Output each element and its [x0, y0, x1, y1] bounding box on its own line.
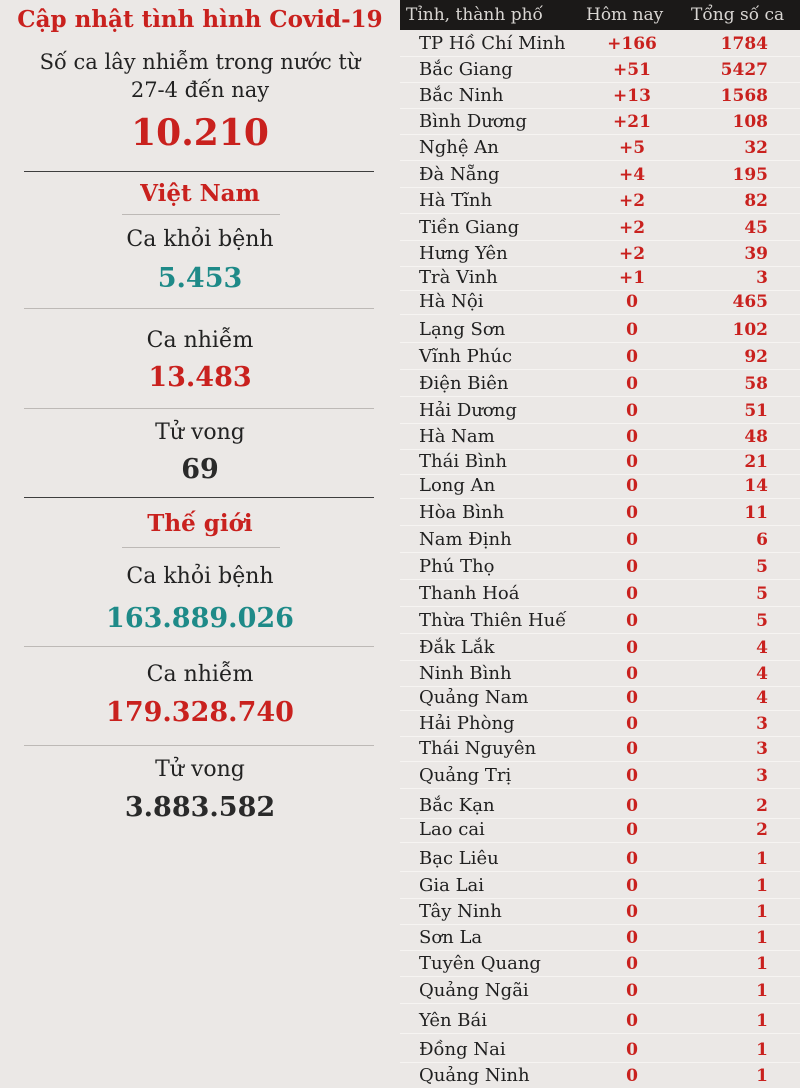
province-name: Hưng Yên — [419, 243, 508, 264]
today-cases: +13 — [613, 86, 651, 106]
today-cases: 0 — [626, 347, 638, 367]
total-cases: 6 — [756, 530, 768, 550]
column-header-province: Tỉnh, thành phố — [406, 5, 543, 25]
total-cases: 14 — [744, 476, 768, 496]
today-cases: 0 — [626, 427, 638, 447]
province-name: TP Hồ Chí Minh — [419, 33, 566, 54]
today-cases: 0 — [626, 664, 638, 684]
total-cases: 465 — [732, 292, 768, 312]
total-cases: 102 — [732, 320, 768, 340]
table-row — [400, 1063, 800, 1088]
total-cases: 2 — [756, 820, 768, 840]
today-cases: 0 — [626, 557, 638, 577]
column-header-total: Tổng số ca — [691, 5, 785, 25]
today-cases: +1 — [618, 268, 646, 288]
province-name: Thanh Hoá — [419, 583, 520, 604]
province-name: Bắc Giang — [419, 59, 513, 80]
today-cases: +5 — [618, 138, 646, 158]
table-row — [400, 793, 800, 819]
table-row — [400, 500, 800, 526]
today-cases: 0 — [626, 1066, 638, 1086]
province-name: Gia Lai — [419, 875, 485, 896]
divider — [24, 497, 374, 498]
table-row — [400, 1037, 800, 1063]
subtitle-line-1: Số ca lây nhiễm trong nước từ — [39, 50, 361, 74]
total-cases: 92 — [744, 347, 768, 367]
province-name: Bắc Ninh — [419, 85, 504, 106]
today-cases: 0 — [626, 320, 638, 340]
vietnam-heading: Việt Nam — [140, 180, 260, 207]
table-row — [400, 241, 800, 267]
table-row — [400, 188, 800, 214]
column-header-today: Hôm nay — [586, 5, 664, 25]
province-name: Quảng Trị — [419, 765, 512, 786]
today-cases: +21 — [613, 112, 651, 132]
province-name: Hà Tĩnh — [419, 190, 493, 211]
province-name: Long An — [419, 475, 496, 496]
today-cases: 0 — [626, 374, 638, 394]
today-cases: 0 — [626, 638, 638, 658]
today-cases: 0 — [626, 1011, 638, 1031]
province-name: Hải Phòng — [419, 713, 515, 734]
province-name: Điện Biên — [419, 373, 509, 394]
total-cases: 3 — [756, 714, 768, 734]
today-cases: 0 — [626, 849, 638, 869]
total-cases: 5 — [756, 584, 768, 604]
province-name: Tây Ninh — [419, 901, 502, 922]
today-cases: 0 — [626, 476, 638, 496]
today-cases: 0 — [626, 820, 638, 840]
table-row — [400, 661, 800, 687]
total-cases: 1784 — [720, 34, 768, 54]
total-cases: 45 — [744, 218, 768, 238]
divider — [24, 171, 374, 172]
table-row — [400, 162, 800, 188]
table-row — [400, 215, 800, 241]
province-name: Thái Nguyên — [419, 738, 537, 759]
table-row — [400, 1008, 800, 1034]
table-row — [400, 736, 800, 762]
today-cases: 0 — [626, 739, 638, 759]
divider — [24, 745, 374, 746]
table-row — [400, 873, 800, 899]
table-row — [400, 685, 800, 711]
province-name: Đắk Lắk — [419, 637, 495, 658]
total-cases: 5 — [756, 611, 768, 631]
today-cases: 0 — [626, 981, 638, 1001]
divider — [122, 214, 280, 215]
province-name: Thừa Thiên Huế — [419, 610, 567, 631]
table-row — [400, 83, 800, 109]
divider — [24, 408, 374, 409]
table-row — [400, 424, 800, 450]
world-recovered-value: 163.889.026 — [106, 603, 294, 634]
total-cases: 5 — [756, 557, 768, 577]
vn-infected-value: 13.483 — [148, 362, 252, 393]
table-row — [400, 581, 800, 607]
province-name: Hà Nam — [419, 426, 495, 447]
today-cases: 0 — [626, 688, 638, 708]
total-cases: 1 — [756, 849, 768, 869]
total-cases: 32 — [744, 138, 768, 158]
today-cases: 0 — [626, 928, 638, 948]
table-row — [400, 57, 800, 83]
divider — [122, 547, 280, 548]
table-row — [400, 527, 800, 553]
today-cases: 0 — [626, 401, 638, 421]
province-name: Bạc Liêu — [419, 848, 499, 869]
table-row — [400, 846, 800, 872]
table-row — [400, 473, 800, 499]
divider — [24, 646, 374, 647]
today-cases: 0 — [626, 796, 638, 816]
table-header — [400, 0, 800, 30]
table-row — [400, 899, 800, 925]
vn-infected-label: Ca nhiễm — [146, 328, 254, 353]
province-name: Tiền Giang — [419, 217, 520, 238]
table-row — [400, 265, 800, 291]
table-row — [400, 135, 800, 161]
province-name: Đà Nẵng — [419, 164, 500, 185]
table-row — [400, 344, 800, 370]
today-cases: +2 — [618, 218, 646, 238]
world-deaths-label: Tử vong — [155, 757, 245, 782]
vn-deaths-value: 69 — [181, 454, 219, 485]
world-recovered-label: Ca khỏi bệnh — [126, 564, 274, 589]
today-cases: 0 — [626, 584, 638, 604]
province-name: Quảng Ngãi — [419, 980, 529, 1001]
province-name: Nghệ An — [419, 137, 499, 158]
total-cases: 4 — [756, 688, 768, 708]
total-cases: 4 — [756, 638, 768, 658]
vn-recovered-value: 5.453 — [157, 263, 243, 294]
province-name: Nam Định — [419, 529, 512, 550]
divider — [24, 308, 374, 309]
total-cases: 51 — [744, 401, 768, 421]
total-cases: 11 — [744, 503, 768, 523]
total-cases: 48 — [744, 427, 768, 447]
total-cases: 1 — [756, 1066, 768, 1086]
province-name: Quảng Nam — [419, 687, 529, 708]
table-row — [400, 31, 800, 57]
table-row — [400, 635, 800, 661]
today-cases: +4 — [618, 165, 646, 185]
today-cases: 0 — [626, 714, 638, 734]
today-cases: +166 — [607, 34, 657, 54]
vn-recovered-label: Ca khỏi bệnh — [126, 227, 274, 252]
total-cases: 82 — [744, 191, 768, 211]
province-name: Đồng Nai — [419, 1039, 506, 1060]
total-cases: 3 — [756, 739, 768, 759]
province-name: Hải Dương — [419, 400, 517, 421]
province-name: Quảng Ninh — [419, 1065, 530, 1086]
today-cases: +2 — [618, 244, 646, 264]
total-cases: 3 — [756, 268, 768, 288]
province-name: Lao cai — [419, 819, 485, 840]
province-name: Tuyên Quang — [419, 953, 541, 974]
total-cases: 3 — [756, 766, 768, 786]
total-cases: 5427 — [720, 60, 768, 80]
province-name: Thái Bình — [419, 451, 507, 472]
table-row — [400, 608, 800, 634]
table-row — [400, 763, 800, 789]
province-name: Phú Thọ — [419, 556, 495, 577]
table-row — [400, 317, 800, 343]
today-cases: +2 — [618, 191, 646, 211]
today-cases: 0 — [626, 954, 638, 974]
total-cases: 4 — [756, 664, 768, 684]
total-cases: 58 — [744, 374, 768, 394]
today-cases: 0 — [626, 1040, 638, 1060]
total-cases: 1 — [756, 954, 768, 974]
page-title: Cập nhật tình hình Covid-19 — [17, 6, 383, 33]
today-cases: 0 — [626, 530, 638, 550]
table-row — [400, 711, 800, 737]
table-row — [400, 449, 800, 475]
vn-deaths-label: Tử vong — [155, 420, 245, 445]
total-cases: 21 — [744, 452, 768, 472]
total-cases: 1 — [756, 981, 768, 1001]
domestic-cases-value: 10.210 — [131, 112, 269, 154]
subtitle-line-2: 27-4 đến nay — [130, 78, 270, 102]
today-cases: 0 — [626, 292, 638, 312]
table-row — [400, 951, 800, 977]
today-cases: 0 — [626, 902, 638, 922]
province-name: Vĩnh Phúc — [419, 346, 513, 367]
table-row — [400, 289, 800, 315]
total-cases: 1 — [756, 1011, 768, 1031]
province-name: Bình Dương — [419, 111, 527, 132]
today-cases: 0 — [626, 503, 638, 523]
world-infected-label: Ca nhiễm — [146, 662, 254, 687]
table-row — [400, 978, 800, 1004]
table-row — [400, 817, 800, 843]
table-row — [400, 925, 800, 951]
total-cases: 2 — [756, 796, 768, 816]
province-table — [400, 0, 800, 1088]
province-name: Sơn La — [419, 927, 483, 948]
today-cases: +51 — [613, 60, 651, 80]
province-name: Hà Nội — [419, 291, 484, 312]
total-cases: 1 — [756, 876, 768, 896]
world-deaths-value: 3.883.582 — [124, 792, 276, 823]
province-name: Bắc Kạn — [419, 795, 495, 816]
today-cases: 0 — [626, 876, 638, 896]
province-name: Lạng Sơn — [419, 319, 506, 340]
table-row — [400, 398, 800, 424]
table-row — [400, 109, 800, 135]
today-cases: 0 — [626, 766, 638, 786]
province-name: Ninh Bình — [419, 663, 512, 684]
total-cases: 195 — [732, 165, 768, 185]
total-cases: 108 — [732, 112, 768, 132]
total-cases: 1568 — [720, 86, 768, 106]
today-cases: 0 — [626, 611, 638, 631]
today-cases: 0 — [626, 452, 638, 472]
total-cases: 1 — [756, 928, 768, 948]
world-heading: Thế giới — [147, 510, 253, 537]
total-cases: 1 — [756, 1040, 768, 1060]
province-name: Yên Bái — [419, 1010, 488, 1031]
province-name: Trà Vinh — [419, 267, 498, 288]
total-cases: 1 — [756, 902, 768, 922]
table-row — [400, 554, 800, 580]
province-name: Hòa Bình — [419, 502, 505, 523]
world-infected-value: 179.328.740 — [106, 697, 294, 728]
total-cases: 39 — [744, 244, 768, 264]
table-row — [400, 371, 800, 397]
